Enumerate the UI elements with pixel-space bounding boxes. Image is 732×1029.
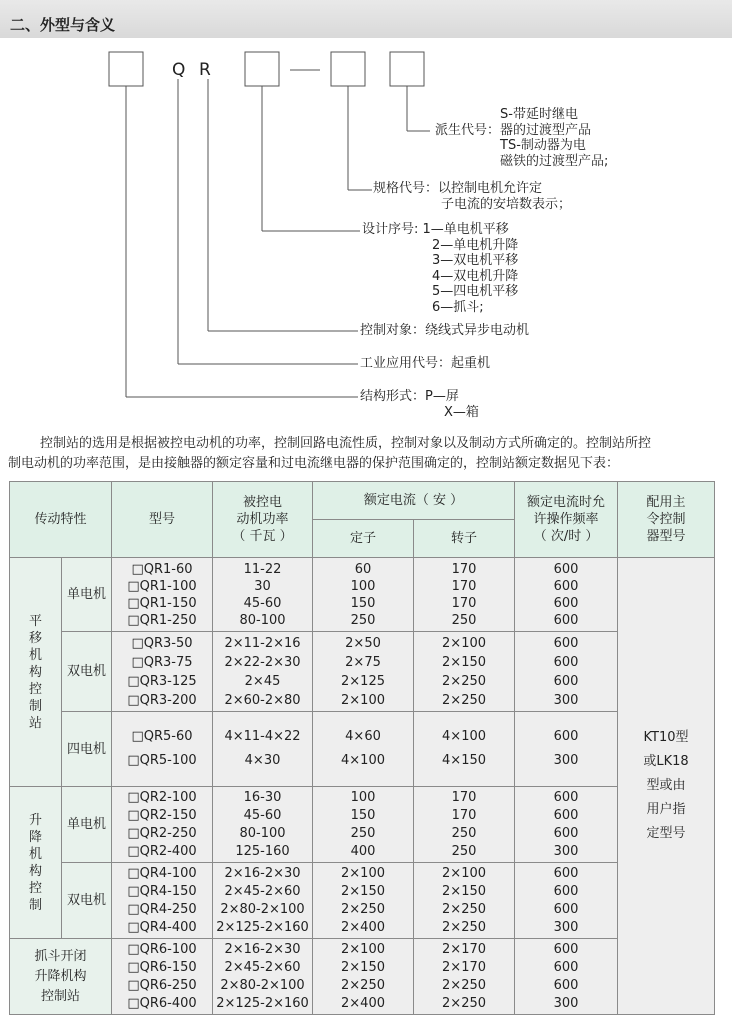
paragraph-line: 控制站的选用是根据被控电动机的功率，控制回路电流性质，控制对象以及制动方式所确定的。控制站所控	[40, 436, 652, 451]
header-drive: 传动特性	[10, 482, 112, 558]
header-rated-current: 额定电流（ 安 ）	[313, 482, 515, 520]
model-cell: □QR6-100 □QR6-150 □QR6-250 □QR6-400	[112, 939, 213, 1015]
stator-cell: 4×60 4×100	[313, 712, 414, 787]
frequency-cell: 600 300	[515, 712, 618, 787]
design-sequence-label: 设计序号: 1—单电机平移 2—单电机升降 3—双电机平移 4—双电机升降 5—四电机平移 6—抓斗;	[362, 222, 519, 315]
header-power: 被控电 动机功率 （ 千瓦 ）	[213, 482, 313, 558]
power-cell: 11-22 30 45-60 80-100	[213, 558, 313, 632]
rotor-cell: 2×170 2×170 2×250 2×250	[414, 939, 515, 1015]
rotor-cell: 170 170 170 250	[414, 558, 515, 632]
power-cell: 2×11-2×16 2×22-2×30 2×45 2×60-2×80	[213, 632, 313, 712]
group-traverse-label: 平 移 机 构 控 制 站	[10, 558, 62, 787]
structure-form-label: 结构形式：P—屏 X—箱	[360, 389, 479, 420]
frequency-cell: 600 600 600 300	[515, 632, 618, 712]
derivative-label: 派生代号：	[435, 123, 501, 138]
model-cell: □QR2-100 □QR2-150 □QR2-250 □QR2-400	[112, 787, 213, 863]
model-cell: □QR3-50 □QR3-75 □QR3-125 □QR3-200	[112, 632, 213, 712]
stator-cell: 2×50 2×75 2×125 2×100	[313, 632, 414, 712]
industry-code-label: 工业应用代号：起重机	[360, 356, 491, 371]
group-grab-label: 抓斗开闭 升降机构 控制站	[10, 939, 112, 1015]
rated-data-table	[9, 481, 715, 1015]
model-cell: □QR1-60 □QR1-100 □QR1-150 □QR1-250	[112, 558, 213, 632]
rotor-cell: 2×100 2×150 2×250 2×250	[414, 863, 515, 939]
section-header-bar	[0, 0, 732, 38]
section-title: 二、外型与含义	[10, 16, 116, 34]
code-letter-q: Q	[172, 60, 186, 80]
stator-cell: 100 150 250 400	[313, 787, 414, 863]
spec-code-label: 规格代号：以控制电机允许定 子电流的安培数表示；	[373, 181, 572, 212]
stator-cell: 2×100 2×150 2×250 2×400	[313, 939, 414, 1015]
paragraph-line: 制电动机的功率范围，是由接触器的额定容量和过电流继电器的保护范围确定的，控制站额定数据见下表：	[8, 456, 620, 471]
header-stator: 定子	[313, 520, 414, 558]
header-controller: 配用主 令控制 器型号	[618, 482, 715, 558]
frequency-cell: 600 600 600 300	[515, 787, 618, 863]
model-code-diagram	[0, 40, 732, 432]
group-hoist-label: 升 降 机 构 控 制	[10, 787, 62, 939]
header-frequency: 额定电流时允 许操作频率 （ 次/时 ）	[515, 482, 618, 558]
header-rotor: 转子	[414, 520, 515, 558]
frequency-cell: 600 600 600 600	[515, 558, 618, 632]
controller-note: KT10型 或LK18 型或由 用户指 定型号	[618, 558, 715, 1015]
power-cell: 4×11-4×22 4×30	[213, 712, 313, 787]
power-cell: 2×16-2×30 2×45-2×60 2×80-2×100 2×125-2×160	[213, 863, 313, 939]
stator-cell: 60 100 150 250	[313, 558, 414, 632]
model-cell: □QR4-100 □QR4-150 □QR4-250 □QR4-400	[112, 863, 213, 939]
header-model: 型号	[112, 482, 213, 558]
rotor-cell: 170 170 250 250	[414, 787, 515, 863]
frequency-cell: 600 600 600 300	[515, 939, 618, 1015]
power-cell: 2×16-2×30 2×45-2×60 2×80-2×100 2×125-2×160	[213, 939, 313, 1015]
control-object-label: 控制对象：绕线式异步电动机	[360, 323, 530, 338]
subgroup-label: 四电机	[62, 712, 112, 787]
code-letter-r: R	[199, 60, 211, 80]
subgroup-label: 单电机	[62, 558, 112, 632]
subgroup-label: 双电机	[62, 863, 112, 939]
frequency-cell: 600 600 600 300	[515, 863, 618, 939]
power-cell: 16-30 45-60 80-100 125-160	[213, 787, 313, 863]
stator-cell: 2×100 2×150 2×250 2×400	[313, 863, 414, 939]
model-cell: □QR5-60 □QR5-100	[112, 712, 213, 787]
derivative-description: S-带延时继电 器的过渡型产品 TS-制动器为电 磁铁的过渡型产品;	[500, 107, 609, 169]
selection-paragraph	[8, 434, 724, 474]
subgroup-label: 双电机	[62, 632, 112, 712]
subgroup-label: 单电机	[62, 787, 112, 863]
rotor-cell: 2×100 2×150 2×250 2×250	[414, 632, 515, 712]
rotor-cell: 4×100 4×150	[414, 712, 515, 787]
